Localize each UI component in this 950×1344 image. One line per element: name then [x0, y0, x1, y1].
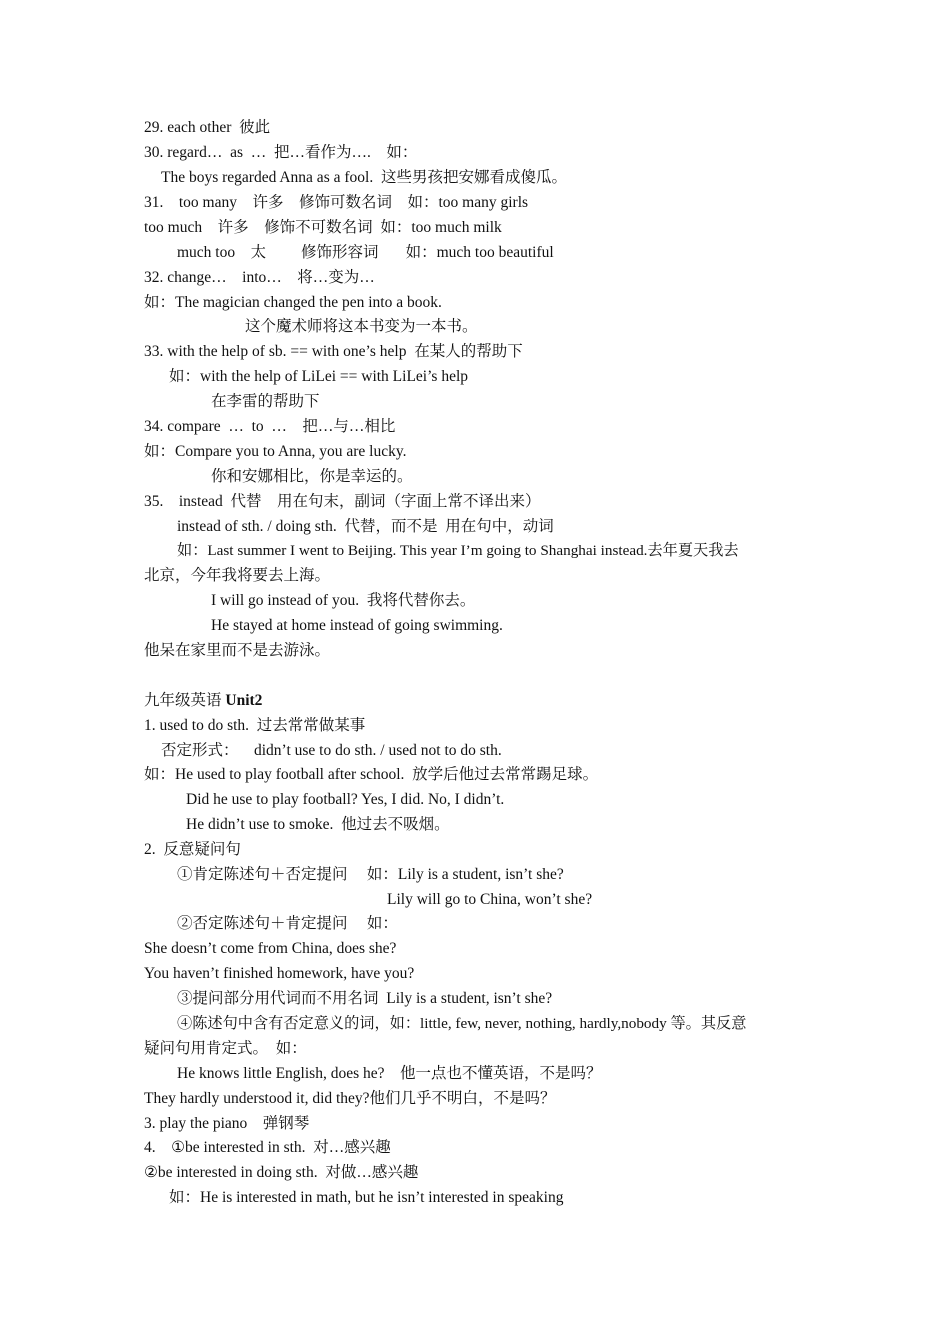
text-line: 34. compare … to … 把…与…相比 [144, 418, 396, 435]
text-line: 如：He used to play football after school. 放学后他过去常常踢足球。 [144, 766, 599, 783]
text-line: She doesn’t come from China, does she? [144, 940, 397, 957]
text-line: 如：He is interested in math, but he isn’t interested in speaking [169, 1189, 564, 1206]
text-line: 33. with the help of sb. == with one’s help 在某人的帮助下 [144, 343, 523, 360]
text-line: 32. change… into… 将…变为… [144, 269, 375, 286]
text-line: I will go instead of you. 我将代替你去。 [211, 592, 476, 609]
section-heading [144, 691, 262, 711]
text-line: 35. instead 代替 用在句末，副词（字面上常不译出来） [144, 493, 541, 510]
heading-unit: Unit2 [225, 692, 263, 709]
text-line: 4. ①be interested in sth. 对…感兴趣 [144, 1139, 391, 1156]
text-line: much too 太 修饰形容词 如：much too beautiful [177, 244, 554, 261]
text-line: ③提问部分用代词而不用名词 Lily is a student, isn’t she? [177, 990, 553, 1007]
text-line: He didn’t use to smoke. 他过去不吸烟。 [186, 816, 450, 833]
text-line: ②否定陈述句＋肯定提问 如： [177, 915, 398, 932]
text-line: 2. 反意疑问句 [144, 841, 241, 858]
text-line: They hardly understood it, did they?他们几乎不明白，不是吗？ [144, 1090, 556, 1107]
text-line: 1. used to do sth. 过去常常做某事 [144, 717, 366, 734]
text-line: instead of sth. / doing sth. 代替，而不是 用在句中，动词 [177, 518, 554, 535]
text-line: 否定形式： didn’t use to do sth. / used not to do sth. [161, 742, 502, 759]
text-line: 29. each other 彼此 [144, 119, 271, 136]
text-line: He knows little English, does he? 他一点也不懂英语，不是吗？ [177, 1065, 602, 1082]
text-line: The boys regarded Anna as a fool. 这些男孩把安娜看成傻瓜。 [161, 169, 567, 186]
text-line: ④陈述句中含有否定意义的词，如：little, few, never, nothing, hardly,nobody 等。其反意 [177, 1015, 747, 1032]
text-line: 如：with the help of LiLei == with LiLei’s help [169, 368, 469, 385]
heading-text: 九年级英语 [144, 692, 226, 709]
text-line: too much 许多 修饰不可数名词 如：too much milk [144, 219, 502, 236]
text-line: 北京，今年我将要去上海。 [144, 567, 331, 584]
text-line: 3. play the piano 弹钢琴 [144, 1115, 310, 1132]
text-line: ②be interested in doing sth. 对做…感兴趣 [144, 1164, 419, 1181]
text-line: 他呆在家里而不是去游泳。 [144, 642, 331, 659]
text-line: Did he use to play football? Yes, I did. No, I didn’t. [186, 791, 505, 808]
text-line: ①肯定陈述句＋否定提问 如：Lily is a student, isn’t she? [177, 866, 564, 883]
text-line: 这个魔术师将这本书变为一本书。 [245, 318, 478, 335]
text-line: 31. too many 许多 修饰可数名词 如：too many girls [144, 194, 529, 211]
text-line: 如：Last summer I went to Beijing. This year I’m going to Shanghai instead.去年夏天我去 [177, 542, 739, 559]
text-line: 如：The magician changed the pen into a book. [144, 294, 442, 311]
text-line: 在李雷的帮助下 [211, 393, 320, 410]
text-line: He stayed at home instead of going swimming. [211, 617, 503, 634]
text-line: 你和安娜相比，你是幸运的。 [211, 468, 413, 485]
text-line: 如：Compare you to Anna, you are lucky. [144, 443, 407, 460]
text-line: Lily will go to China, won’t she? [387, 891, 593, 908]
text-line: You haven’t finished homework, have you? [144, 965, 415, 982]
text-line: 疑问句用肯定式。 如： [144, 1040, 307, 1057]
text-line: 30. regard… as … 把…看作为…. 如： [144, 144, 418, 161]
